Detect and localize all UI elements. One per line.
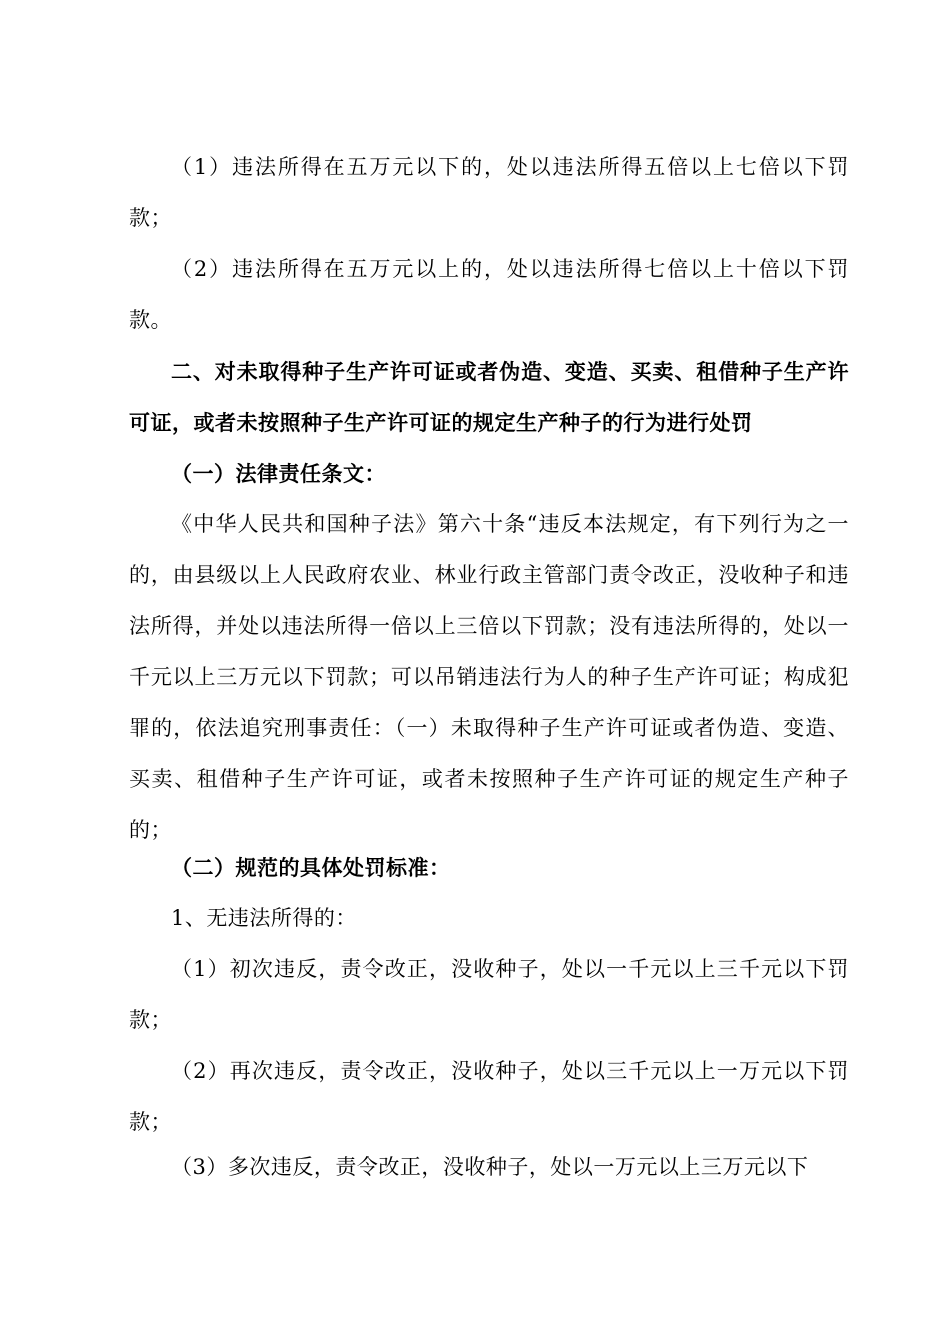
paragraph-fine-over-50k: （2）违法所得在五万元以上的，处以违法所得七倍以上十倍以下罚款。 [129,257,849,332]
section-heading-2: 二、对未取得种子生产许可证或者伪造、变造、买卖、租借种子生产许可证，或者未按照种子生产许可证的规定生产种子的行为进行处罚 [129,359,849,435]
paragraph-fine-under-50k: （1）违法所得在五万元以下的，处以违法所得五倍以上七倍以下罚款； [129,155,849,230]
paragraph-second-violation: （2）再次违反，责令改正，没收种子，处以三千元以上一万元以下罚款； [129,1059,849,1134]
subheading-legal-provision: （一）法律责任条文： [171,461,386,486]
paragraph-legal-provision: 《中华人民共和国种子法》第六十条“违反本法规定，有下列行为之一的，由县级以上人民政府农业、林业行政主管部门责令改正，没收种子和违法所得，并处以违法所得一倍以上三倍以下罚款；没有违法所得的，处以一千元以上三万元以下罚款；可以吊销违法行为人的种子生产许可证；构成犯罪的，依法追究刑事责任：（一）未取得种子生产许可证或者伪造、变造、买卖、租借种子生产许可证，或者未按照种子生产许可证的规定生产种子的； [129,512,849,842]
paragraph-first-violation: （1）初次违反，责令改正，没收种子，处以一千元以上三千元以下罚款； [129,957,849,1032]
subheading-penalty-standard: （二）规范的具体处罚标准： [171,855,451,880]
paragraph-no-illegal-income: 1、无违法所得的： [171,906,357,930]
paragraph-repeated-violation: （3）多次违反，责令改正，没收种子，处以一万元以上三万元以下 [171,1155,809,1179]
